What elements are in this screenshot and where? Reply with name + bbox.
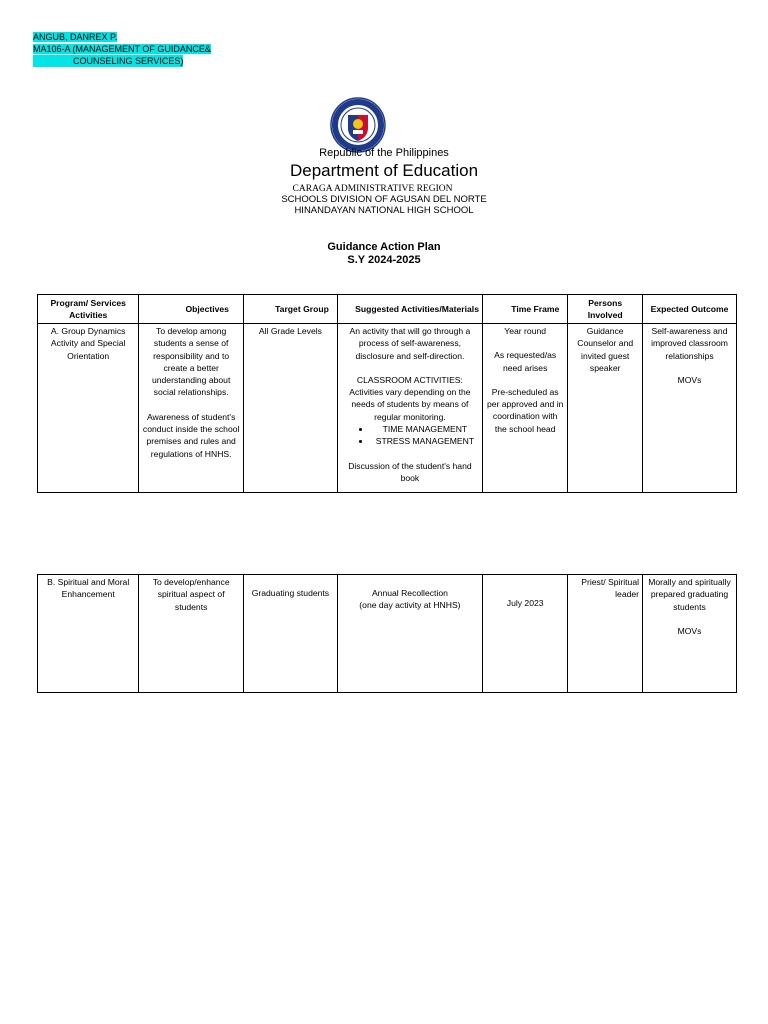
cell-outcome: [643, 324, 737, 493]
bullet-item: • STRESS MANAGEMENT: [371, 435, 479, 447]
school-year: S.Y 2024-2025: [347, 254, 421, 266]
activity-text: Annual Recollection: [371, 588, 448, 598]
cell-objectives: [139, 324, 244, 493]
cell-time-frame: [482, 575, 567, 693]
activity-text: Discussion of the student's hand book: [348, 460, 472, 483]
activity-text: CLASSROOM ACTIVITIES: Activities vary depending on the needs of students by means of regular monitoring.: [349, 374, 471, 422]
movs-label: MOVs: [677, 625, 702, 636]
cell-activities: [337, 575, 482, 693]
author-course-line1: MA106-A (MANAGEMENT OF GUIDANCE&: [33, 44, 211, 54]
cell-outcome: [643, 575, 737, 693]
table-row: [38, 575, 737, 693]
activity-text: An activity that will go through a process of self-awareness, disclosure and self-direction.: [349, 326, 471, 361]
cell-target: All Grade Levels: [243, 324, 337, 493]
division-line: SCHOOLS DIVISION OF AGUSAN DEL NORTE: [281, 194, 487, 205]
school-line: HINANDAYAN NATIONAL HIGH SCHOOL: [294, 205, 474, 216]
deped-seal-icon: [328, 97, 388, 153]
activity-bullet-list: [341, 423, 479, 448]
cell-time-frame: [482, 324, 567, 493]
header-target-group: Target Group: [243, 295, 337, 324]
cell-activities: [337, 324, 482, 493]
header-outcome: Expected Outcome: [643, 295, 737, 324]
time-text: Pre-scheduled as per approved and in coordination with the school head: [486, 386, 564, 434]
region-line: CARAGA ADMINISTRATIVE REGION: [292, 184, 453, 194]
objective-text: To develop among students a sense of responsibility and to create a better understanding about social relationships.: [151, 326, 231, 398]
bullet-item: • TIME MANAGEMENT: [371, 423, 479, 435]
header-persons: Persons Involved: [568, 295, 643, 324]
header-objectives: Objectives: [139, 295, 244, 324]
outcome-text: Morally and spiritually prepared graduating students: [648, 577, 731, 612]
plan-title: Guidance Action Plan: [327, 241, 441, 253]
objective-text: Awareness of student's conduct inside the school premises and rules and regulations of HNHS.: [142, 411, 240, 459]
time-text: As requested/as need arises: [494, 350, 557, 373]
target-text: Graduating students: [251, 588, 330, 598]
movs-label: MOVs: [677, 374, 702, 385]
department-title: Department of Education: [289, 161, 479, 180]
action-plan-table: [37, 294, 737, 493]
author-block: [33, 31, 211, 67]
time-text: Year round: [504, 326, 547, 336]
cell-persons: Priest/ Spiritual leader: [568, 575, 643, 693]
time-text: July 2023: [506, 598, 544, 608]
activity-text: (one day activity at HNHS): [359, 600, 461, 611]
table-row: [38, 324, 737, 493]
header-program: Program/ Services Activities: [38, 295, 139, 324]
author-course-line2: COUNSELING SERVICES): [33, 55, 183, 67]
plan-title-block: [0, 241, 768, 267]
cell-target: [243, 575, 337, 693]
republic-line: Republic of the Philippines: [319, 147, 449, 159]
cell-program: B. Spiritual and Moral Enhancement: [38, 575, 139, 693]
cell-program: A. Group Dynamics Activity and Special Orientation: [38, 324, 139, 493]
cell-objectives: To develop/enhance spiritual aspect of students: [139, 575, 244, 693]
table-header-row: [38, 295, 737, 324]
header-time-frame: Time Frame: [482, 295, 567, 324]
header-activities: Suggested Activities/Materials: [337, 295, 482, 324]
author-name: ANGUB, DANREX P.: [33, 32, 118, 42]
cell-persons: Guidance Counselor and invited guest speaker: [568, 324, 643, 493]
outcome-text: Self-awareness and improved classroom relationships: [651, 326, 728, 361]
action-plan-table-continued: [37, 574, 737, 693]
